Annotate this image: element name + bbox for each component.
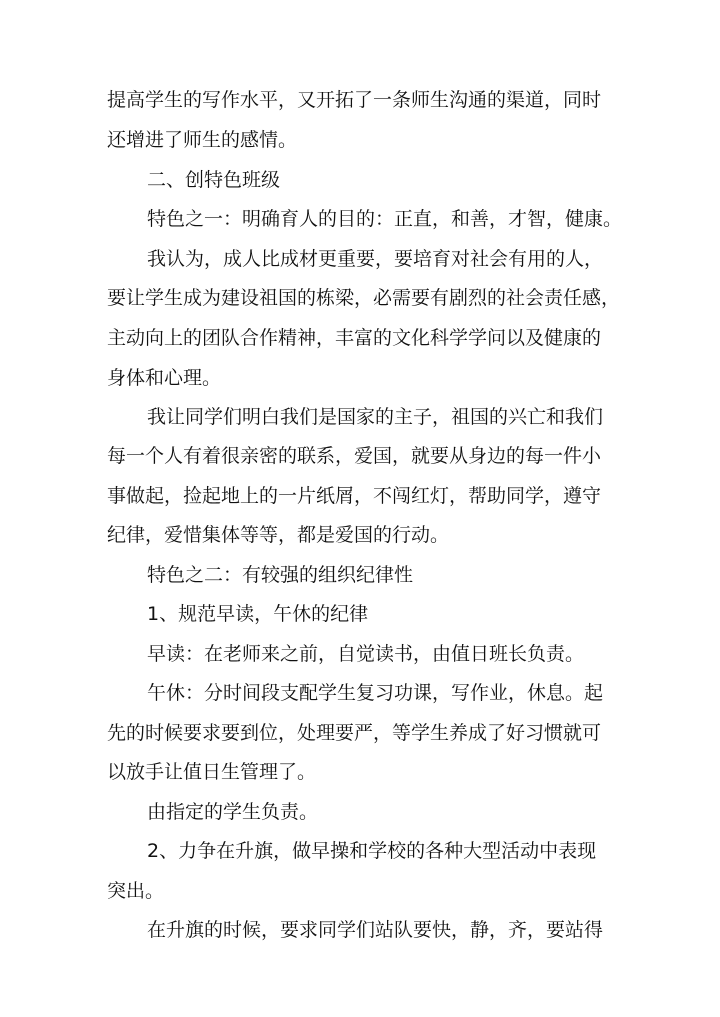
text-line-18: 以放手让值日生管理了。 — [107, 761, 317, 783]
section-heading: 二、创特色班级 — [147, 169, 281, 191]
text-line-15: 早读：在老师来之前，自觉读书，由值日班长负责。 — [147, 643, 585, 665]
text-line-14: 1、规范早读，午休的纪律 — [147, 603, 369, 625]
text-line-16: 午休：分时间段支配学生复习功课，写作业，休息。起 — [147, 682, 604, 704]
text-line-11: 事做起，捡起地上的一片纸屑，不闯红灯，帮助同学，遵守 — [107, 485, 602, 507]
text-line-7: 主动向上的团队合作精神，丰富的文化科学学问以及健康的 — [107, 327, 602, 349]
text-line-12: 纪律，爱惜集体等等，都是爱国的行动。 — [107, 524, 450, 546]
text-line-10: 每一个人有着很亲密的联系，爱国，就要从身边的每一件小 — [107, 445, 602, 467]
text-line-1: 提高学生的写作水平，又开拓了一条师生沟通的渠道，同时 — [107, 89, 602, 111]
text-line-22: 在升旗的时候，要求同学们站队要快，静，齐，要站得 — [147, 919, 604, 941]
text-line-2: 还增进了师生的感情。 — [107, 129, 298, 151]
text-line-4: 特色之一：明确育人的目的：正直，和善，才智，健康。 — [147, 208, 623, 230]
text-line-17: 先的时候要求要到位，处理要严，等学生养成了好习惯就可 — [107, 722, 602, 744]
text-line-19: 由指定的学生负责。 — [147, 801, 319, 823]
text-line-13: 特色之二：有较强的组织纪律性 — [147, 564, 414, 586]
text-line-6: 要让学生成为建设祖国的栋梁，必需要有剧烈的社会责任感， — [107, 287, 621, 309]
text-line-20: 2、力争在升旗，做早操和学校的各种大型活动中表现 — [147, 840, 597, 862]
text-line-21: 突出。 — [107, 880, 165, 902]
text-line-8: 身体和心理。 — [107, 367, 222, 389]
text-line-5: 我认为，成人比成材更重要，要培育对社会有用的人， — [147, 248, 604, 270]
text-line-9: 我让同学们明白我们是国家的主子，祖国的兴亡和我们 — [147, 406, 604, 428]
